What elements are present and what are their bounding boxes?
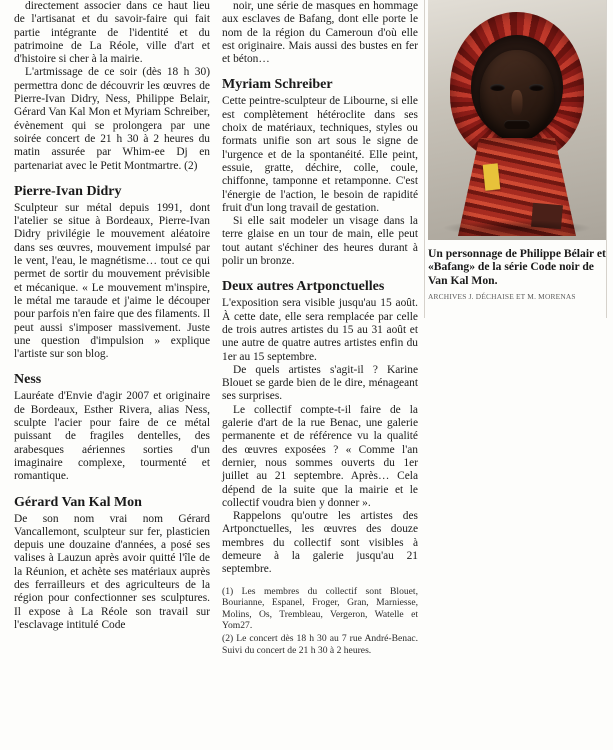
footnote-2: (2) Le concert dès 18 h 30 au 7 rue André-Benac. Suivi du concert de 21 h 30 à 2 heures.: [222, 632, 418, 656]
mask-mouth: [504, 120, 530, 129]
mask-face: [480, 50, 554, 142]
photo-shadow: [442, 220, 592, 236]
mask-eye-right: [529, 84, 544, 91]
column-middle: [222, 0, 418, 750]
column-right: [428, 0, 606, 750]
photo-caption: Un personnage de Philippe Bélair et «Bafang» de la série Code noir de Van Kal Mon.: [428, 247, 606, 287]
photo-credit: ARCHIVES J. DÉCHAISE ET M. MORENAS: [428, 292, 576, 302]
paragraph: Sculpteur sur métal depuis 1991, dont l'atelier se situe à Bordeaux, Pierre-Ivan Didry privilégie le mouvement aléatoire dans ses œuvres, mouvement impulsé par le vent, l'eau, le magnétisme… tout ce qui permet de sortir du mouvement prévisible et mécanique. « Le mouvement m'inspire, le métal me taraude et j'aime le découper pour parfois n'en faire que des filaments. Il peut aussi s'imposer massivement. Juste une question d'impulsion » explique l'artiste sur son blog.: [14, 201, 210, 361]
mask-eye-left: [490, 84, 505, 91]
paragraph: directement associer dans ce haut lieu de l'artisanat et du savoir-faire qui fait partie intégrante de l'identité et du patrimoine de La Réole, ville d'art et d'histoire si cher à la mairie.: [14, 0, 210, 66]
section-heading-pierre-ivan-didry: Pierre-Ivan Didry: [14, 183, 122, 199]
paragraph: noir, une série de masques en hommage aux esclaves de Bafang, dont elle porte le nom de la région du Cameroun d'où elle est originaire. Mais aussi des bustes en fer et béton…: [222, 0, 418, 66]
paragraph: De son nom vrai nom Gérard Vancallemont, sculpteur sur fer, plasticien depuis une douzaine d'années, a posé ses valises à Lauzun après avoir quitté l'île de la Réunion, et achète ses matériaux auprès des ferrailleurs et des agriculteurs de la région pour confectionner ses sculptures. Il expose à La Réole son travail sur l'esclavage intitulé Code: [14, 512, 210, 631]
paragraph: Rappelons qu'outre les artistes des Artponctuelles, les œuvres des douze membres du collectif sont visibles à demeure à la galerie jusqu'au 21 septembre.: [222, 510, 418, 576]
column-left: [14, 0, 210, 750]
mask-figure: [442, 8, 592, 236]
mask-nose: [512, 90, 523, 116]
section-heading-myriam-schreiber: Myriam Schreiber: [222, 77, 333, 93]
paragraph: Le collectif compte-t-il faire de la galerie d'art de la rue Benac, une galerie permanente et de référence vu la qualité des œuvres exposées ? « Comme l'an dernier, nous sommes ouverts du 1er juillet au 21 septembre. Après… Cela dépend de la suite que la mairie et le collectif voudra bien y donner ».: [222, 403, 418, 509]
section-heading-deux-autres-artponctuelles: Deux autres Artponctuelles: [222, 279, 385, 295]
paragraph: De quels artistes s'agit-il ? Karine Blouet se garde bien de le dire, ménageant ses surprises.: [222, 363, 418, 403]
section-heading-gerard-van-kal-mon: Gérard Van Kal Mon: [14, 494, 142, 510]
paragraph: L'exposition sera visible jusqu'au 15 août. À cette date, elle sera remplacée par celle de trois autres artistes du 15 au 31 août et une autre de quatre autres artistes enfin du 1er au 15 septembre.: [222, 297, 418, 363]
column-rule-right: [606, 0, 607, 318]
paragraph: Si elle sait modeler un visage dans la terre glaise en un tour de main, elle peut tout autant s'échiner des heures durant à polir un bronze.: [222, 215, 418, 268]
section-heading-ness: Ness: [14, 372, 42, 388]
mask-yellow-accent: [483, 163, 501, 190]
footnotes: [222, 586, 418, 657]
paragraph: Lauréate d'Envie d'agir 2007 et originaire de Bordeaux, Esther Rivera, alias Ness, sculpte l'acier pour faire de ce métal puissant de fragiles dentelles, des arabesques aériennes sorties d'un imaginaire complexe, tourmenté et romantique.: [14, 390, 210, 483]
footnote-1: (1) Les membres du collectif sont Blouet, Bourianne, Espanel, Froger, Gran, Marniesse, Molins, Os, Trembleau, Vergeron, Watelle et Yom27.: [222, 585, 418, 632]
column-rule-left: [424, 0, 425, 318]
paragraph: Cette peintre-sculpteur de Libourne, si elle est complètement hétéroclite dans ses choix de matériaux, techniques, styles ou formats unifie son art sous le signe de l'urgence et de la spontanéité. Elle peint, essuie, gratte, déchire, colle, coule, chiffonne, tamponne et retamponne. C'est l'énergie de l'action, le besoin de rapidité fruit d'un long travail de gestation.: [222, 95, 418, 214]
sculpture-photo: [428, 0, 606, 240]
paragraph: L'artmissage de ce soir (dès 18 h 30) permettra donc de découvrir les œuvres de Pierre-Ivan Didry, Ness, Philippe Belair, Gérard Van Kal Mon et Myriam Schreiber, évènement qui se prolongera par une soirée concert de 21 h 30 à 2 heures du matin assurée par Whim-ee Dj en partenariat avec le Petit Montmartre. (2): [14, 66, 210, 172]
